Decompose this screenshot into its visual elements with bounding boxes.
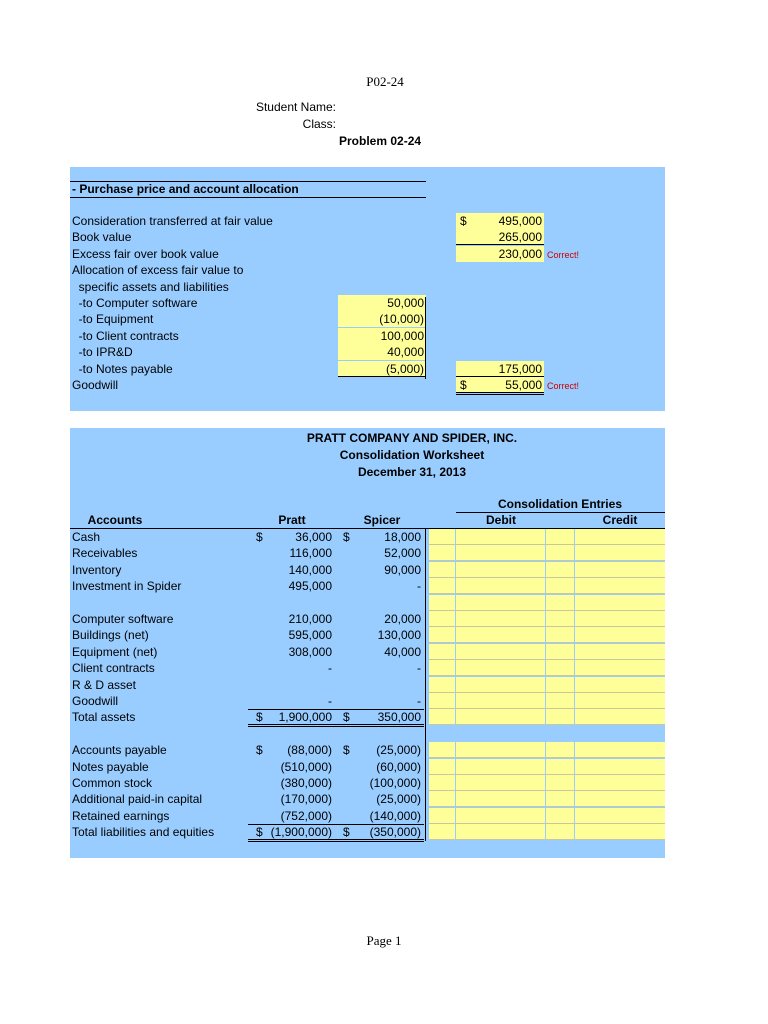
spicer-amount: (25,000) [376, 743, 421, 757]
worksheet-row-label: Total liabilities and equities [72, 825, 215, 839]
entry-ref-cell[interactable] [546, 791, 574, 807]
debit-cell[interactable] [456, 693, 545, 709]
worksheet-row-label: Computer software [72, 612, 174, 626]
entry-ref-cell[interactable] [546, 824, 574, 840]
pratt-amount: 116,000 [289, 546, 332, 560]
entry-ref-cell[interactable] [429, 644, 455, 660]
underline-rule [456, 244, 544, 245]
debit-cell[interactable] [456, 660, 545, 676]
entry-ref-cell[interactable] [429, 529, 455, 545]
pratt-amount: 210,000 [288, 612, 332, 626]
allocation-row-label: specific assets and liabilities [72, 280, 229, 294]
entry-ref-cell[interactable] [546, 742, 574, 758]
pratt-amount: (510,000) [280, 760, 332, 774]
spicer-amount: (60,000) [376, 760, 421, 774]
worksheet-row-label: R & D asset [72, 678, 137, 692]
status-correct: Correct! [547, 250, 580, 260]
worksheet-row-label: Equipment (net) [72, 645, 158, 659]
debit-cell[interactable] [456, 791, 545, 807]
credit-cell[interactable] [575, 644, 665, 660]
entry-ref-cell[interactable] [429, 595, 455, 611]
pratt-amount: 36,000 [295, 530, 332, 544]
value-amount: 265,000 [498, 230, 542, 244]
credit-cell[interactable] [575, 709, 665, 725]
worksheet-row-label: Total assets [72, 710, 136, 724]
allocation-row-label: -to Client contracts [72, 329, 179, 343]
credit-cell[interactable] [575, 742, 665, 758]
spicer-amount: (350,000) [369, 825, 421, 839]
worksheet-row-label: Common stock [72, 776, 153, 790]
worksheet-row-label: Cash [72, 530, 101, 544]
worksheet-subtitle: Consolidation Worksheet [339, 448, 485, 462]
allocation-amount: (10,000) [379, 312, 424, 326]
value-amount: 55,000 [505, 378, 542, 392]
underline-rule [338, 376, 426, 377]
debit-cell[interactable] [456, 677, 545, 693]
pratt-dollar: $ [256, 530, 263, 544]
allocation-row-label: Excess fair over book value [72, 247, 219, 261]
debit-cell[interactable] [456, 529, 545, 545]
worksheet-date: December 31, 2013 [357, 465, 467, 479]
allocation-amount: 100,000 [380, 329, 424, 343]
pratt-amount: (380,000) [280, 776, 332, 790]
worksheet-row-label: Retained earnings [72, 809, 170, 823]
col-accounts: Accounts [87, 513, 143, 527]
entry-ref-cell[interactable] [546, 529, 574, 545]
pratt-amount: - [328, 661, 332, 675]
credit-cell[interactable] [575, 759, 665, 775]
debit-cell[interactable] [456, 562, 545, 578]
spicer-amount: (100,000) [369, 776, 421, 790]
double-underline [248, 724, 424, 725]
dollar-sign: $ [460, 214, 467, 228]
entry-ref-cell[interactable] [429, 660, 455, 676]
credit-cell[interactable] [575, 545, 665, 561]
worksheet-row-label: Investment in Spider [72, 579, 182, 593]
double-underline [248, 839, 424, 840]
spicer-amount: 20,000 [384, 612, 421, 626]
double-underline [248, 841, 424, 842]
entry-ref-cell[interactable] [429, 791, 455, 807]
worksheet-row-label: Client contracts [72, 661, 155, 675]
credit-cell[interactable] [575, 677, 665, 693]
pratt-amount: (88,000) [287, 743, 332, 757]
worksheet-row-label: Additional paid-in capital [72, 792, 203, 806]
allocation-row-label: Book value [72, 230, 132, 244]
consolidation-entries-header: Consolidation Entries [497, 497, 622, 511]
pratt-amount: 1,900,000 [278, 710, 332, 724]
total-rule [248, 824, 424, 825]
worksheet-row-label: Buildings (net) [72, 628, 149, 642]
sheet-code: P02-24 [366, 74, 404, 89]
spicer-dollar: $ [343, 825, 350, 839]
entry-ref-cell[interactable] [429, 562, 455, 578]
spicer-amount: 130,000 [377, 628, 421, 642]
pratt-amount: - [328, 694, 332, 708]
credit-cell[interactable] [575, 791, 665, 807]
spicer-amount: 350,000 [377, 710, 421, 724]
entry-ref-cell[interactable] [546, 808, 574, 824]
col-pratt: Pratt [278, 513, 306, 527]
page-number: Page 1 [366, 933, 402, 948]
col-spicer: Spicer [363, 513, 401, 527]
pratt-amount: (752,000) [280, 809, 332, 823]
entry-ref-cell[interactable] [429, 759, 455, 775]
entry-ref-cell[interactable] [429, 742, 455, 758]
worksheet-row-label: Goodwill [72, 694, 119, 708]
entry-ref-cell[interactable] [429, 709, 455, 725]
debit-cell[interactable] [456, 595, 545, 611]
debit-cell[interactable] [456, 775, 545, 791]
entry-ref-cell[interactable] [429, 578, 455, 594]
pratt-dollar: $ [256, 743, 263, 757]
credit-cell[interactable] [575, 578, 665, 594]
pratt-dollar: $ [256, 825, 263, 839]
allocation-row-label: -to Notes payable [72, 362, 173, 376]
entry-ref-cell[interactable] [429, 611, 455, 627]
spicer-amount: 18,000 [384, 530, 421, 544]
spicer-amount: - [417, 661, 421, 675]
column-rule [425, 297, 426, 379]
credit-cell[interactable] [575, 529, 665, 545]
worksheet-row-label: Inventory [72, 563, 122, 577]
class-label: Class: [302, 117, 336, 131]
worksheet-title: PRATT COMPANY AND SPIDER, INC. [306, 431, 518, 445]
allocation-section-title: - Purchase price and account allocation [72, 182, 299, 196]
spicer-amount: 40,000 [384, 645, 421, 659]
entry-ref-cell[interactable] [546, 611, 574, 627]
entry-ref-cell[interactable] [429, 627, 455, 643]
pratt-amount: (1,900,000) [270, 825, 332, 839]
credit-cell[interactable] [575, 775, 665, 791]
credit-cell[interactable] [575, 660, 665, 676]
student-name-label: Student Name: [255, 100, 336, 114]
debit-cell[interactable] [456, 824, 545, 840]
allocation-row-label: -to IPR&D [72, 345, 133, 359]
allocation-row-label: Consideration transferred at fair value [72, 214, 273, 228]
credit-cell[interactable] [575, 627, 665, 643]
debit-cell[interactable] [456, 644, 545, 660]
allocation-row-label: -to Computer software [72, 296, 198, 310]
debit-cell[interactable] [456, 709, 545, 725]
double-underline [456, 394, 544, 395]
spicer-amount: - [417, 579, 421, 593]
allocation-row-label: -to Equipment [72, 312, 154, 326]
column-rule [425, 529, 426, 841]
status-correct: Correct! [547, 381, 580, 391]
pratt-amount: 595,000 [288, 628, 332, 642]
pratt-amount: 140,000 [288, 563, 332, 577]
credit-cell[interactable] [575, 693, 665, 709]
debit-cell[interactable] [456, 578, 545, 594]
spicer-amount: - [417, 694, 421, 708]
entry-ref-cell[interactable] [546, 709, 574, 725]
entry-ref-cell[interactable] [429, 824, 455, 840]
entry-ref-cell[interactable] [429, 545, 455, 561]
debit-cell[interactable] [456, 808, 545, 824]
debit-cell[interactable] [456, 742, 545, 758]
entry-ref-cell[interactable] [429, 808, 455, 824]
entry-ref-cell[interactable] [546, 660, 574, 676]
entry-ref-cell[interactable] [546, 595, 574, 611]
col-debit: Debit [486, 513, 516, 527]
debit-cell[interactable] [456, 759, 545, 775]
pratt-amount: 308,000 [288, 645, 332, 659]
pratt-dollar: $ [256, 710, 263, 724]
problem-title: Problem 02-24 [339, 134, 422, 148]
allocation-row-label: Allocation of excess fair value to [72, 263, 244, 277]
entry-ref-cell[interactable] [546, 644, 574, 660]
allocation-amount: (5,000) [385, 362, 424, 376]
spicer-amount: 52,000 [384, 546, 421, 560]
entry-ref-cell[interactable] [429, 693, 455, 709]
entry-ref-cell[interactable] [429, 677, 455, 693]
entry-ref-cell[interactable] [546, 775, 574, 791]
spicer-dollar: $ [343, 530, 350, 544]
double-underline [456, 392, 544, 393]
pratt-amount: (170,000) [280, 792, 332, 806]
entry-ref-cell[interactable] [429, 775, 455, 791]
entry-ref-cell[interactable] [546, 693, 574, 709]
total-rule [248, 709, 424, 710]
value-amount: 495,000 [498, 214, 542, 228]
worksheet-row-label: Receivables [72, 546, 138, 560]
spicer-dollar: $ [343, 743, 350, 757]
dollar-sign: $ [460, 378, 467, 392]
spicer-dollar: $ [343, 710, 350, 724]
credit-cell[interactable] [575, 595, 665, 611]
credit-cell[interactable] [575, 808, 665, 824]
debit-cell[interactable] [456, 545, 545, 561]
entry-ref-cell[interactable] [546, 578, 574, 594]
spicer-amount: 90,000 [384, 563, 421, 577]
value-amount: 230,000 [498, 247, 542, 261]
worksheet-row-label: Notes payable [72, 760, 149, 774]
credit-cell[interactable] [575, 611, 665, 627]
spicer-amount: (140,000) [369, 809, 421, 823]
value-amount: 175,000 [498, 362, 542, 376]
credit-cell[interactable] [575, 562, 665, 578]
entry-ref-cell[interactable] [546, 562, 574, 578]
credit-cell[interactable] [575, 824, 665, 840]
allocation-row-label: Goodwill [72, 378, 119, 392]
double-underline [248, 726, 424, 727]
entry-ref-cell[interactable] [546, 545, 574, 561]
allocation-amount: 40,000 [387, 345, 424, 359]
col-credit: Credit [602, 513, 638, 527]
entry-ref-cell[interactable] [546, 677, 574, 693]
debit-cell[interactable] [456, 627, 545, 643]
pratt-amount: 495,000 [288, 579, 332, 593]
worksheet-row-label: Accounts payable [72, 743, 167, 757]
debit-cell[interactable] [456, 611, 545, 627]
spicer-amount: (25,000) [376, 792, 421, 806]
entry-ref-cell[interactable] [546, 759, 574, 775]
allocation-amount: 50,000 [387, 296, 424, 310]
entry-ref-cell[interactable] [546, 627, 574, 643]
